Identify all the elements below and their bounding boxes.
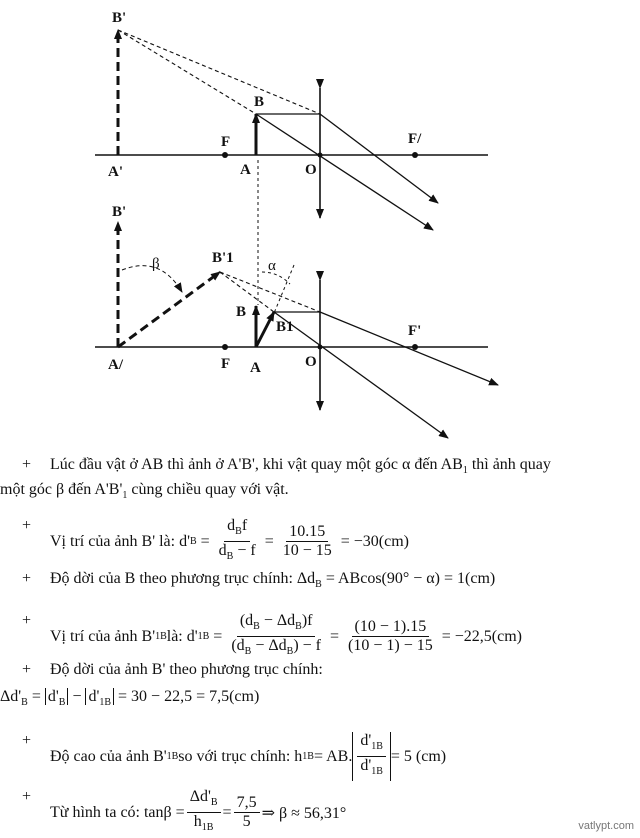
label-o-bottom: O [305,354,317,370]
label-b-top: B [254,94,265,110]
label-o-top: O [305,162,317,178]
alpha-arc [262,272,290,284]
label-b-prime-bottom: B' [112,204,127,220]
label-beta: β [152,256,160,272]
bullet: + [22,732,32,749]
line-2-formula: Vị trí của ảnh B' là: d' B = $\frac{d_Bf}{d_B - f}$ = $\frac{10.15}{10 - 15}$ = −30(cm) [50,517,409,563]
bullet: + [22,661,32,678]
label-alpha: α [268,258,276,274]
watermark: vatlypt.com [578,820,634,832]
image-arrow-rotated [118,272,220,347]
label-b-bottom: B [236,304,247,320]
label-f-top: F [221,134,231,150]
bullet: + [22,612,32,629]
bottom-diagram [95,204,498,438]
bullet: + [22,517,32,534]
object-arrow-rotated [256,312,274,347]
line-7-formula: Từ hình ta có: tanβ = $\frac{\Delta d'_B}{h_{1B}}$ = $\frac{7,5}{5}$ ⇒ β ≈ 56,31° [50,788,347,834]
bullet: + [22,570,32,587]
label-a-top: A [240,162,251,178]
label-b-prime-top: B' [112,10,127,26]
label-b1-prime: B'1 [212,250,234,266]
label-a-prime-bottom: A/ [108,357,123,373]
label-a-bottom: A [250,360,261,376]
line-5b-formula: $\Delta d'_B = d'_B - d'_{1B} = 30 - 22,5 = 7,5(cm)$ [0,688,260,709]
bullet: + [22,456,32,473]
label-f-prime-top: F/ [408,131,422,147]
label-a-prime-top: A' [108,164,123,180]
line-5-text: Độ dời của ảnh B' theo phương trục chính: [50,661,323,678]
label-f-bottom: F [221,356,231,372]
label-f-prime-bottom: F' [408,323,422,339]
line-6-formula: Độ cao của ảnh B' 1B so với trục chính: h 1B = AB. $\frac{d'_{1B}}{d'_{1B}}$ = 5 (cm) [50,732,446,781]
line-1b-text: một góc β đến $A'B'_1$ cùng chiều quay với vật. [0,481,289,502]
line-3-text: Độ dời của B theo phương trục chính: $\Delta d_B = ABcos(90^\circ - \alpha) = 1(cm)$ [50,570,496,591]
bullet: + [22,788,32,805]
line-4-formula: Vị trí của ảnh B' 1B là: d' 1B = $\frac{(d_B - \Delta d_B)f}{(d_B - \Delta d_B) - f}$ = $\frac{(10 - 1).15}{(10 - 1) - 15}$ = −22,5(cm) [50,612,522,658]
line-1-text: Lúc đầu vật ở AB thì ảnh ở A'B', khi vật quay một góc α đến $AB_1$ thì ảnh quay [50,456,551,477]
label-b1: B1 [276,319,294,335]
